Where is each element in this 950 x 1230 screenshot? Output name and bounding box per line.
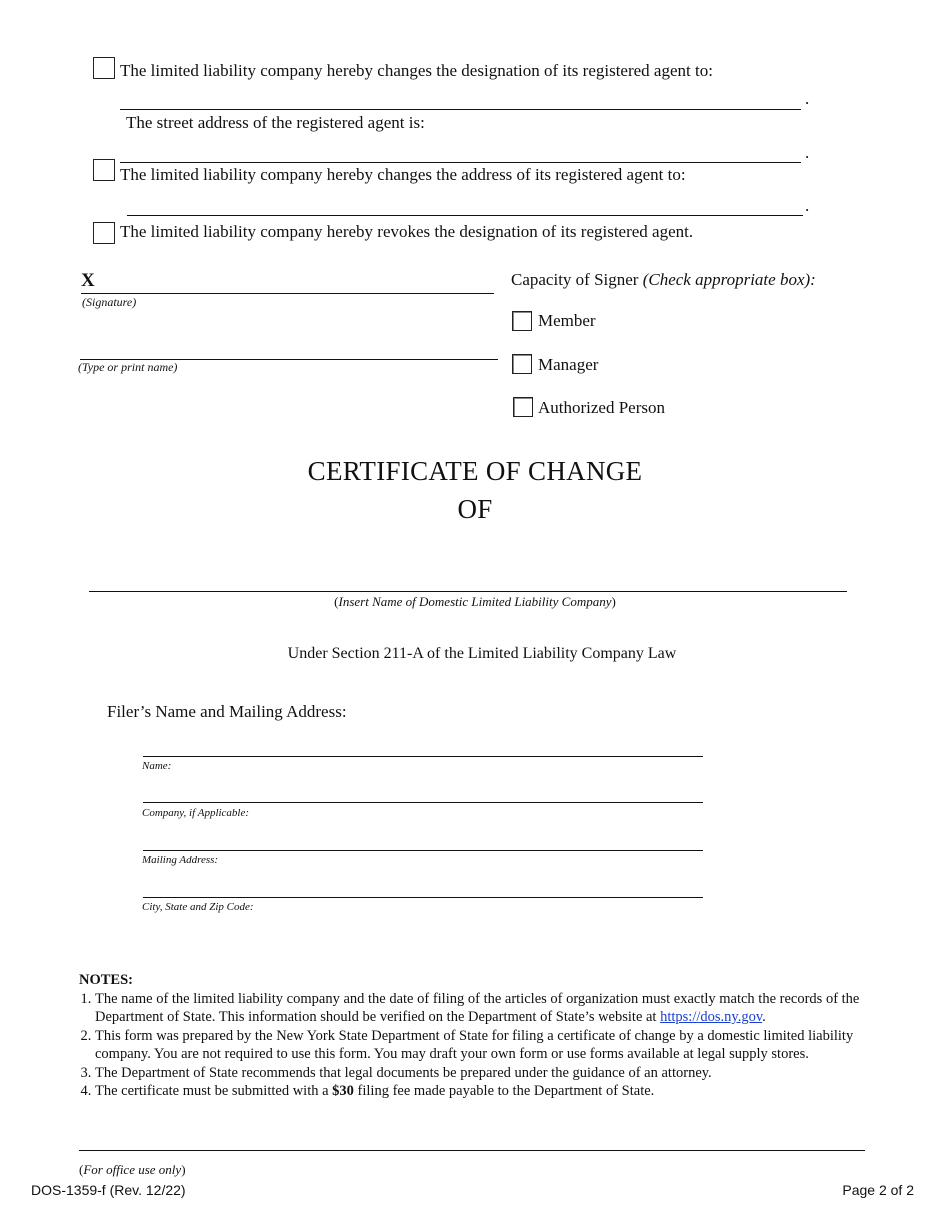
note-3: 3. The Department of State recommends that legal documents be prepared under the guidance of an attorney. — [95, 1064, 879, 1083]
llc-name-hint-text: Insert Name of Domestic Limited Liability Company — [338, 594, 612, 609]
line-end-period: . — [805, 196, 810, 215]
page-number: Page 2 of 2 — [842, 1182, 914, 1198]
filing-fee: $30 — [332, 1083, 354, 1099]
note-4-pre: The certificate must be submitted with a — [95, 1083, 329, 1099]
capacity-label: Capacity of Signer — [511, 270, 639, 289]
paren-open: ( — [334, 594, 339, 609]
dos-website-link[interactable]: https://dos.ny.gov — [660, 1009, 763, 1025]
note-4-post: filing fee made payable to the Department of State. — [357, 1083, 655, 1099]
filer-company-line[interactable] — [143, 802, 703, 803]
paren-close: ) — [611, 594, 616, 609]
new-agent-address-line[interactable] — [127, 215, 803, 216]
signature-label: (Signature) — [82, 295, 137, 309]
llc-name-line[interactable] — [89, 591, 847, 592]
capacity-hint: (Check appropriate box): — [642, 270, 816, 289]
revoke-agent-text: The limited liability company hereby revokes the designation of its registered agent. — [120, 222, 694, 241]
new-agent-name-line[interactable] — [120, 109, 801, 110]
line-end-period: . — [805, 89, 810, 108]
filer-name-label: Name: — [142, 760, 172, 772]
agent-street-address-line[interactable] — [120, 162, 801, 163]
authorized-person-label: Authorized Person — [538, 398, 666, 417]
filer-mailing-address-label: Mailing Address: — [142, 854, 219, 866]
filer-heading: Filer’s Name and Mailing Address: — [107, 702, 347, 721]
line-end-period: . — [805, 143, 810, 162]
law-section-text: Under Section 211-A of the Limited Liability Company Law — [287, 645, 677, 662]
certificate-of: OF — [457, 494, 493, 524]
office-use-divider — [79, 1150, 865, 1151]
printed-name-label: (Type or print name) — [78, 360, 178, 374]
capacity-of-signer-heading — [511, 270, 816, 290]
office-use-text: For office use only — [83, 1162, 182, 1177]
filer-mailing-address-line[interactable] — [143, 850, 703, 851]
change-agent-address-checkbox[interactable] — [93, 159, 115, 181]
form-id: DOS-1359-f (Rev. 12/22) — [31, 1182, 186, 1198]
notes-heading: NOTES: — [79, 972, 133, 988]
filer-city-state-zip-label: City, State and Zip Code: — [142, 901, 254, 913]
note-1-text: The name of the limited liability company and the date of filing of the articles of organization must exactly match the records of the Department of State. This information should be verified on the Department of State’s website at — [95, 990, 860, 1025]
paren-close: ) — [181, 1162, 186, 1177]
filer-name-line[interactable] — [143, 756, 703, 757]
note-4 — [95, 1082, 879, 1101]
signature-line[interactable] — [81, 293, 494, 294]
change-agent-designation-text: The limited liability company hereby changes the designation of its registered agent to: — [120, 61, 713, 80]
revoke-agent-checkbox[interactable] — [93, 222, 115, 244]
llc-name-hint — [0, 594, 950, 610]
paren-open: ( — [79, 1162, 84, 1177]
change-agent-designation-checkbox[interactable] — [93, 57, 115, 79]
change-agent-address-text: The limited liability company hereby changes the address of its registered agent to: — [120, 165, 686, 184]
note-1 — [95, 990, 879, 1027]
signature-x-mark: X — [81, 270, 95, 291]
note-2: 2. This form was prepared by the New York State Department of State for filing a certificate of change by a domestic limited liability company. You are not required to use this form. You may draft your own form or use forms available at legal supply stores. — [95, 1027, 879, 1064]
street-address-label: The street address of the registered agent is: — [126, 113, 425, 132]
certificate-title: CERTIFICATE OF CHANGE — [307, 456, 643, 486]
filer-company-label: Company, if Applicable: — [142, 807, 250, 819]
notes-section — [79, 971, 879, 1101]
member-label: Member — [538, 311, 596, 330]
note-1-end: . — [762, 1009, 766, 1025]
office-use-label — [79, 1162, 186, 1178]
member-checkbox[interactable] — [512, 311, 532, 331]
manager-label: Manager — [538, 355, 599, 374]
authorized-person-checkbox[interactable] — [513, 397, 533, 417]
manager-checkbox[interactable] — [512, 354, 532, 374]
filer-city-state-zip-line[interactable] — [143, 897, 703, 898]
